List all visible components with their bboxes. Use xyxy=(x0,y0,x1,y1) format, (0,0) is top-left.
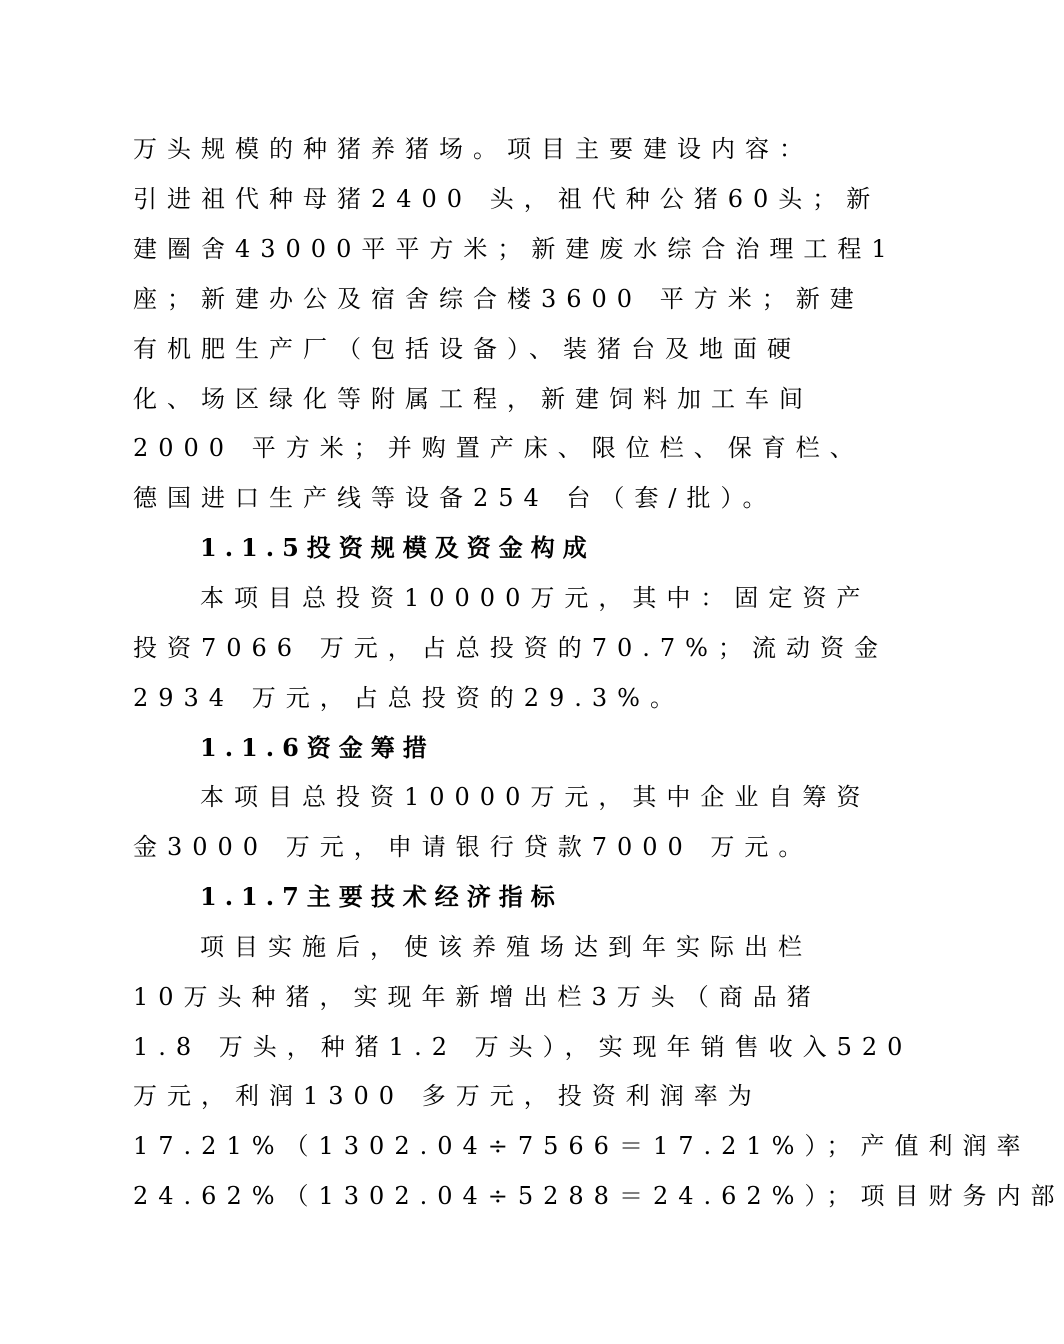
section-heading-1-1-7: 1.1.7主要技术经济指标 xyxy=(200,882,563,911)
section-heading-1-1-6: 1.1.6资金筹措 xyxy=(200,733,435,762)
section-heading-1-1-5: 1.1.5投资规模及资金构成 xyxy=(200,533,595,562)
paragraph-line: 项目实施后，使该养殖场达到年实际出栏 xyxy=(200,933,812,961)
paragraph-line: 本项目总投资10000万元，其中：固定资产 xyxy=(200,584,871,612)
paragraph-line: 投资7066 万元，占总投资的70.7%；流动资金 xyxy=(133,634,888,662)
paragraph-line: 10万头种猪，实现年新增出栏3万头（商品猪 xyxy=(133,983,821,1011)
paragraph-line: 17.21%（1302.04÷7566＝17.21%）；产值利润率 xyxy=(133,1132,1031,1160)
paragraph-line: 有机肥生产厂（包括设备）、装猪台及地面硬 xyxy=(133,335,801,363)
paragraph-line: 金3000 万元，申请银行贷款7000 万元。 xyxy=(133,833,813,861)
paragraph-line: 万元，利润1300 多万元，投资利润率为 xyxy=(133,1082,762,1110)
paragraph-line: 引进祖代种母猪2400 头，祖代种公猪60头；新 xyxy=(133,185,881,213)
paragraph-line: 建圈舍43000平平方米；新建废水综合治理工程1 xyxy=(133,235,897,263)
paragraph-line: 2934 万元，占总投资的29.3%。 xyxy=(133,684,684,712)
paragraph-line: 万头规模的种猪养猪场。项目主要建设内容： xyxy=(133,135,813,163)
paragraph-line: 德国进口生产线等设备254 台（套/批）。 xyxy=(133,484,777,512)
paragraph-line: 1.8 万头，种猪1.2 万头），实现年销售收入520 xyxy=(133,1033,913,1061)
paragraph-line: 座；新建办公及宿舍综合楼3600 平方米；新建 xyxy=(133,285,864,313)
paragraph-line: 本项目总投资10000万元，其中企业自筹资 xyxy=(200,783,871,811)
paragraph-line: 2000 平方米；并购置产床、限位栏、保育栏、 xyxy=(133,434,864,462)
paragraph-line: 化、场区绿化等附属工程，新建饲料加工车间 xyxy=(133,385,813,413)
paragraph-line: 24.62%（1302.04÷5288＝24.62%）；项目财务内部 xyxy=(133,1182,1064,1210)
